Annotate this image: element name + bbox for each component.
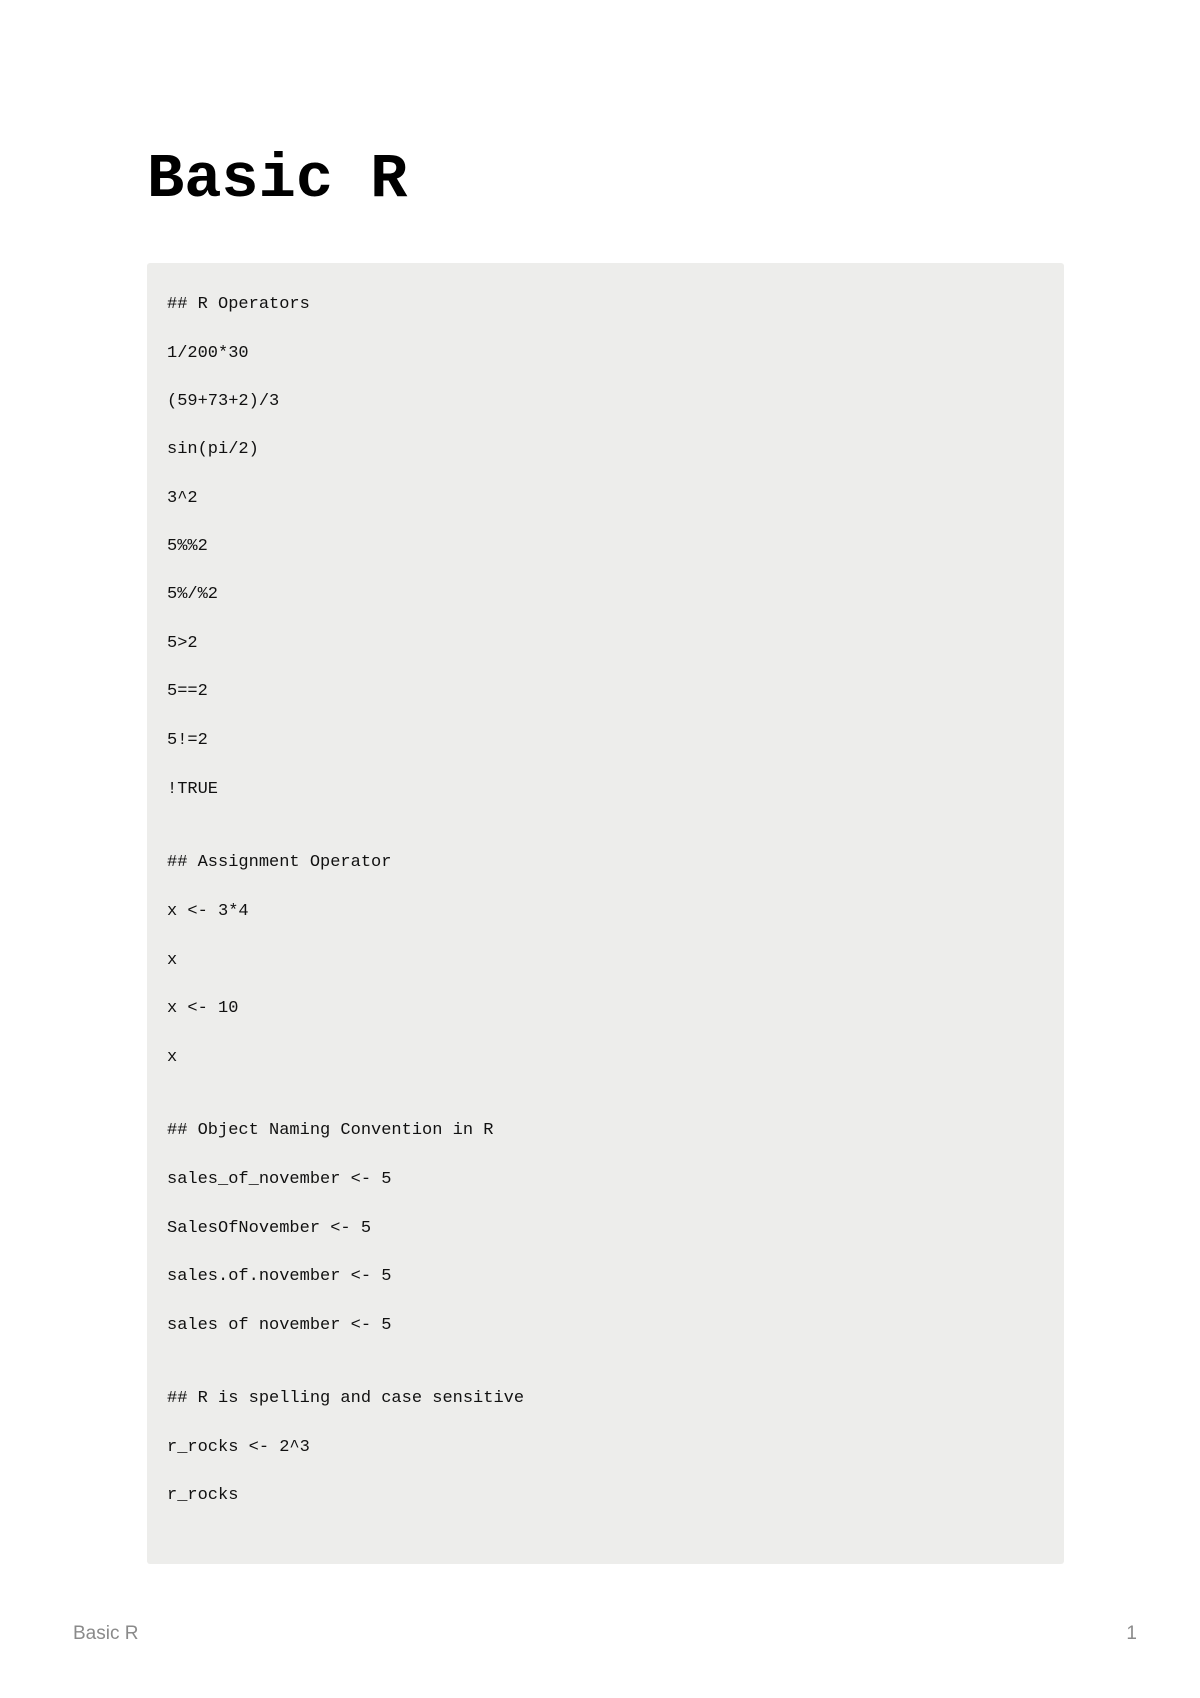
code-line: x	[167, 1048, 178, 1067]
code-line: x	[167, 951, 178, 970]
code-block	[147, 263, 1064, 1564]
code-comment-assignment-operator: ## Assignment Operator	[167, 853, 392, 872]
code-line: !TRUE	[167, 780, 219, 799]
code-line: 5%/%2	[167, 585, 219, 604]
code-comment-naming-convention: ## Object Naming Convention in R	[167, 1121, 494, 1140]
footer-page-number: 1	[1126, 1623, 1137, 1644]
code-line: (59+73+2)/3	[167, 392, 280, 411]
footer-document-title: Basic R	[73, 1623, 139, 1644]
code-comment-r-operators: ## R Operators	[167, 295, 310, 314]
code-line: sin(pi/2)	[167, 440, 259, 459]
code-line: sales_of_november <- 5	[167, 1170, 392, 1189]
code-line: SalesOfNovember <- 5	[167, 1219, 372, 1238]
code-line: r_rocks <- 2^3	[167, 1438, 310, 1457]
code-line: r_rocks	[167, 1486, 239, 1505]
code-line: 5%%2	[167, 537, 208, 556]
code-line: sales of november <- 5	[167, 1316, 392, 1335]
code-line: 5!=2	[167, 731, 208, 750]
code-line: 3^2	[167, 489, 198, 508]
code-line: 5==2	[167, 682, 208, 701]
code-line: 1/200*30	[167, 344, 249, 363]
code-line: sales.of.november <- 5	[167, 1267, 392, 1286]
code-line: 5>2	[167, 634, 198, 653]
code-comment-case-sensitive: ## R is spelling and case sensitive	[167, 1389, 525, 1408]
code-line: x <- 3*4	[167, 902, 249, 921]
code-line: x <- 10	[167, 999, 239, 1018]
page-title: Basic R	[147, 144, 408, 215]
